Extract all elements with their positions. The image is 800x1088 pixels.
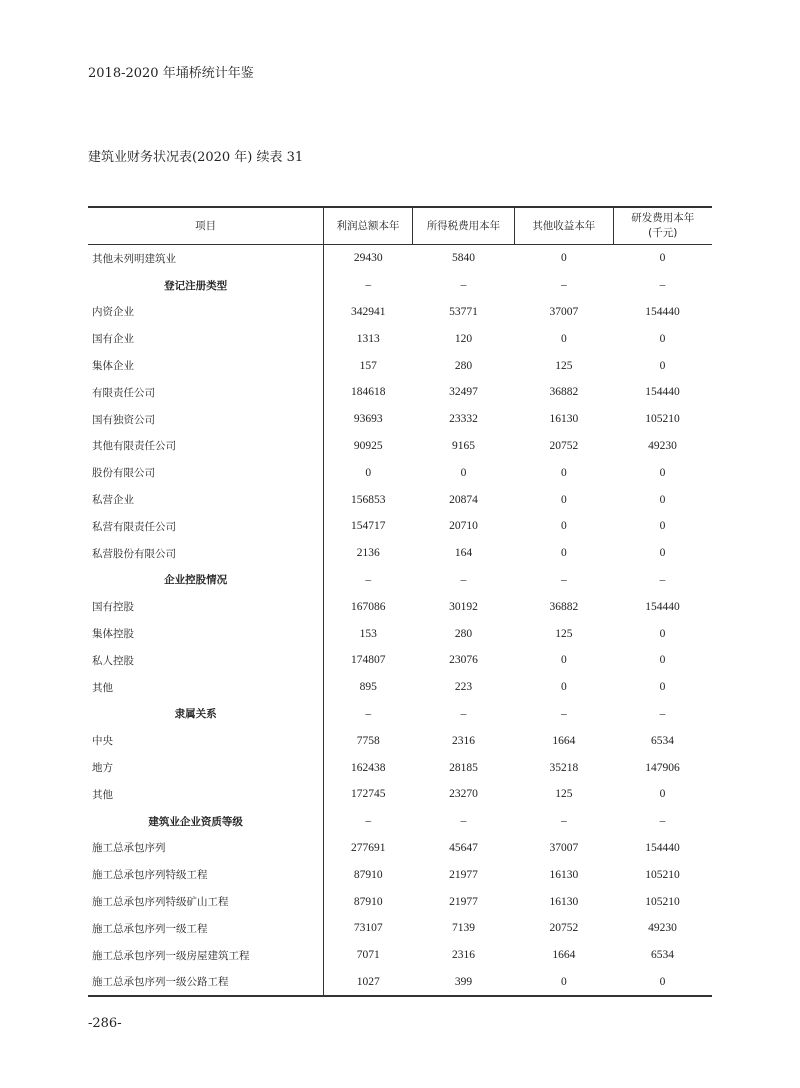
row-label: 隶属关系: [88, 701, 324, 728]
cell-total-profit: 277691: [351, 841, 386, 854]
cell-other-income: 0: [560, 975, 567, 988]
cell-other-income: 35218: [549, 761, 579, 774]
table-row: [88, 540, 712, 567]
row-label: 私营有限责任公司: [88, 513, 324, 540]
table-row: [88, 486, 712, 513]
cell-other-income: 0: [560, 547, 567, 560]
cell-total-profit: 87910: [353, 868, 383, 881]
cell-rd-expense: –: [659, 707, 666, 720]
row-label: 其他有限责任公司: [88, 433, 324, 460]
cell-rd-expense: 0: [659, 547, 666, 560]
table-row: [88, 888, 712, 915]
header-rd-expense: [613, 207, 712, 245]
row-label: 地方: [88, 754, 324, 781]
cell-rd-expense: 154440: [645, 841, 680, 854]
cell-other-income: –: [560, 279, 567, 292]
cell-total-profit: 87910: [353, 895, 383, 908]
table-row: [88, 459, 712, 486]
cell-total-profit: 342941: [351, 305, 386, 318]
table-row: [88, 406, 712, 433]
section-row: [88, 808, 712, 835]
row-label: 建筑业企业资质等级: [88, 808, 324, 835]
cell-total-profit: 153: [359, 627, 377, 640]
row-label: 企业控股情况: [88, 567, 324, 594]
cell-income-tax: 23076: [449, 654, 478, 667]
cell-income-tax: 164: [454, 547, 473, 560]
cell-rd-expense: 154440: [645, 386, 680, 399]
cell-rd-expense: 147906: [645, 761, 680, 774]
row-label: 登记注册类型: [88, 272, 324, 299]
financial-table: [88, 206, 712, 997]
cell-rd-expense: 154440: [645, 305, 680, 318]
row-label: 施工总承包序列: [88, 835, 324, 862]
section-row: [88, 272, 712, 299]
cell-rd-expense: –: [659, 815, 666, 828]
cell-other-income: 16130: [549, 413, 579, 426]
cell-total-profit: 174807: [351, 654, 386, 667]
cell-income-tax: 23332: [449, 413, 478, 426]
cell-income-tax: –: [460, 279, 467, 292]
cell-total-profit: 895: [359, 681, 377, 694]
cell-other-income: 1664: [552, 734, 576, 747]
cell-rd-expense: 49230: [648, 922, 677, 935]
cell-other-income: 20752: [549, 439, 579, 452]
table-row: [88, 781, 712, 808]
table-body: [88, 245, 712, 997]
cell-income-tax: 21977: [449, 895, 478, 908]
cell-other-income: 0: [560, 681, 567, 694]
header-income-tax: 所得税费用本年: [412, 207, 514, 245]
cell-total-profit: 73107: [353, 922, 383, 935]
cell-total-profit: –: [365, 815, 372, 828]
cell-rd-expense: 0: [659, 466, 666, 479]
cell-income-tax: 53771: [449, 305, 478, 318]
cell-other-income: 0: [560, 654, 567, 667]
cell-rd-expense: 0: [659, 332, 666, 345]
section-row: [88, 567, 712, 594]
cell-other-income: 0: [560, 252, 567, 265]
row-label: 施工总承包序列一级公路工程: [88, 969, 324, 997]
cell-total-profit: 157: [359, 359, 377, 372]
row-label: 施工总承包序列一级工程: [88, 915, 324, 942]
cell-income-tax: 2316: [451, 734, 475, 747]
cell-income-tax: 7139: [451, 922, 475, 935]
cell-income-tax: 21977: [449, 868, 478, 881]
cell-rd-expense: 0: [659, 654, 666, 667]
cell-rd-expense: 0: [659, 788, 666, 801]
table-row: [88, 299, 712, 326]
cell-income-tax: –: [460, 815, 467, 828]
cell-total-profit: 1027: [356, 975, 380, 988]
cell-rd-expense: 0: [659, 627, 666, 640]
cell-total-profit: 1313: [356, 332, 380, 345]
cell-total-profit: 7758: [356, 734, 380, 747]
row-label: 股份有限公司: [88, 459, 324, 486]
cell-rd-expense: 0: [659, 975, 666, 988]
table-title: 建筑业财务状况表(2020 年) 续表 31: [88, 150, 304, 165]
cell-total-profit: 90925: [353, 439, 383, 452]
cell-other-income: 36882: [549, 600, 579, 613]
cell-other-income: 16130: [549, 868, 579, 881]
row-label: 中央: [88, 727, 324, 754]
table-row: [88, 942, 712, 969]
table-row: [88, 754, 712, 781]
table-row: [88, 325, 712, 352]
header-rd-label: 研发费用本年: [631, 212, 695, 224]
cell-total-profit: 0: [365, 466, 372, 479]
cell-total-profit: 172745: [351, 788, 386, 801]
cell-other-income: 37007: [549, 305, 579, 318]
table-row: [88, 861, 712, 888]
cell-other-income: 37007: [549, 841, 579, 854]
cell-other-income: –: [560, 573, 567, 586]
cell-other-income: –: [560, 707, 567, 720]
cell-rd-expense: 105210: [645, 868, 680, 881]
cell-income-tax: 28185: [449, 761, 478, 774]
cell-income-tax: 20874: [449, 493, 478, 506]
cell-rd-expense: 0: [659, 493, 666, 506]
cell-rd-expense: –: [659, 279, 666, 292]
cell-other-income: –: [560, 815, 567, 828]
cell-rd-expense: 105210: [645, 413, 680, 426]
row-label: 施工总承包序列特级矿山工程: [88, 888, 324, 915]
cell-rd-expense: 105210: [645, 895, 680, 908]
cell-rd-expense: 0: [659, 681, 666, 694]
cell-total-profit: 154717: [351, 520, 386, 533]
cell-other-income: 125: [555, 627, 573, 640]
row-label: 施工总承包序列特级工程: [88, 861, 324, 888]
table-row: [88, 915, 712, 942]
cell-rd-expense: 0: [659, 520, 666, 533]
cell-other-income: 0: [560, 332, 567, 345]
row-label: 私人控股: [88, 647, 324, 674]
row-label: 施工总承包序列一级房屋建筑工程: [88, 942, 324, 969]
cell-other-income: 36882: [549, 386, 579, 399]
header-unit: (千元): [648, 227, 678, 239]
cell-other-income: 125: [555, 359, 573, 372]
cell-income-tax: 23270: [449, 788, 478, 801]
table-row: [88, 513, 712, 540]
cell-other-income: 0: [560, 466, 567, 479]
cell-income-tax: 280: [454, 359, 473, 372]
row-label: 其他: [88, 781, 324, 808]
cell-income-tax: 399: [454, 975, 473, 988]
cell-income-tax: –: [460, 707, 467, 720]
row-label: 集体控股: [88, 620, 324, 647]
row-label: 国有控股: [88, 593, 324, 620]
row-label: 私营股份有限公司: [88, 540, 324, 567]
cell-income-tax: 5840: [451, 252, 475, 265]
row-label: 其他: [88, 674, 324, 701]
cell-other-income: 16130: [549, 895, 579, 908]
cell-rd-expense: –: [659, 573, 666, 586]
cell-total-profit: 184618: [351, 386, 386, 399]
header-item: 项目: [195, 219, 217, 232]
table-row: [88, 379, 712, 406]
cell-total-profit: –: [365, 573, 372, 586]
cell-other-income: 1664: [552, 949, 576, 962]
table-row: [88, 352, 712, 379]
cell-rd-expense: 49230: [648, 439, 677, 452]
table-row: [88, 433, 712, 460]
table-row: [88, 674, 712, 701]
cell-rd-expense: 0: [659, 359, 666, 372]
page-number: -286-: [88, 1016, 122, 1031]
header-total-profit: 利润总额本年: [324, 207, 413, 245]
cell-income-tax: 32497: [449, 386, 478, 399]
running-head: 2018-2020 年埇桥统计年鉴: [88, 66, 254, 81]
cell-income-tax: 2316: [451, 949, 475, 962]
row-label: 私营企业: [88, 486, 324, 513]
cell-total-profit: –: [365, 279, 372, 292]
cell-income-tax: 280: [454, 627, 473, 640]
cell-income-tax: 45647: [449, 841, 478, 854]
row-label: 国有企业: [88, 325, 324, 352]
table-row: [88, 647, 712, 674]
cell-income-tax: 120: [454, 332, 473, 345]
cell-other-income: 0: [560, 493, 567, 506]
cell-total-profit: –: [365, 707, 372, 720]
cell-total-profit: 7071: [356, 949, 380, 962]
cell-rd-expense: 154440: [645, 600, 680, 613]
cell-income-tax: 30192: [449, 600, 478, 613]
table-row: [88, 593, 712, 620]
cell-rd-expense: 6534: [651, 949, 674, 962]
header-other-income: 其他收益本年: [515, 207, 613, 245]
row-label: 内资企业: [88, 299, 324, 326]
cell-income-tax: 223: [454, 681, 473, 694]
cell-other-income: 125: [555, 788, 573, 801]
cell-rd-expense: 0: [659, 252, 666, 265]
cell-income-tax: 9165: [451, 439, 475, 452]
row-label: 国有独资公司: [88, 406, 324, 433]
table-row: [88, 620, 712, 647]
cell-other-income: 0: [560, 520, 567, 533]
table-row: [88, 245, 712, 272]
row-label: 集体企业: [88, 352, 324, 379]
cell-total-profit: 167086: [351, 600, 386, 613]
section-row: [88, 701, 712, 728]
table-row: [88, 727, 712, 754]
cell-total-profit: 93693: [353, 413, 383, 426]
cell-total-profit: 156853: [351, 493, 386, 506]
cell-other-income: 20752: [549, 922, 579, 935]
cell-total-profit: 162438: [351, 761, 386, 774]
table-row: [88, 969, 712, 997]
cell-rd-expense: 6534: [651, 734, 674, 747]
table-row: [88, 835, 712, 862]
cell-total-profit: 2136: [356, 547, 380, 560]
row-label: 有限责任公司: [88, 379, 324, 406]
row-label: 其他未列明建筑业: [88, 245, 324, 272]
cell-income-tax: 0: [460, 466, 467, 479]
cell-income-tax: –: [460, 573, 467, 586]
table-header-row: [88, 207, 712, 245]
cell-total-profit: 29430: [353, 252, 383, 265]
cell-income-tax: 20710: [449, 520, 478, 533]
